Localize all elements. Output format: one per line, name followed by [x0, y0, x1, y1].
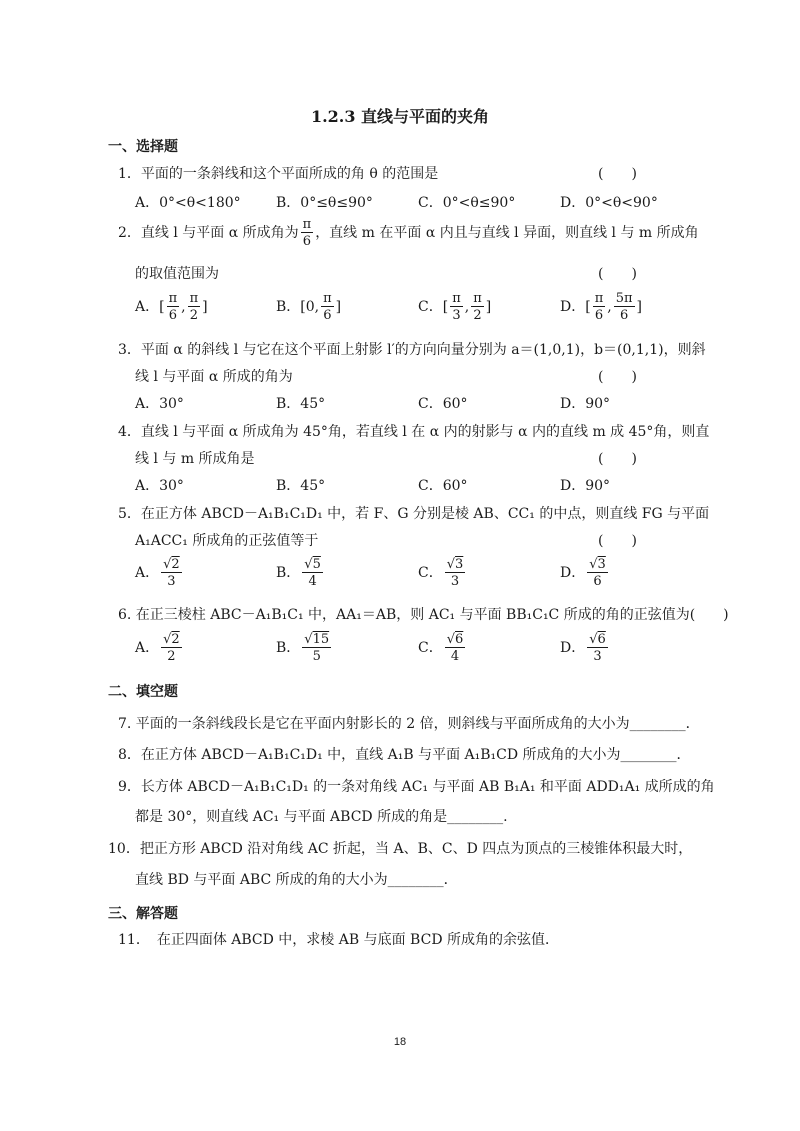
q2-b-n: π [323, 291, 332, 306]
q6-d-den: 3 [593, 649, 602, 664]
q2-b-label: B． [276, 299, 301, 315]
q2-c-frac2 [471, 292, 484, 322]
q5-b-frac [302, 558, 323, 588]
q2-c-n2: π [473, 291, 482, 306]
q6-option-c [418, 633, 467, 663]
q3-line2: 线 l 与平面 α 所成的角为 [135, 369, 293, 385]
q4-option-d: D．90° [560, 478, 611, 494]
q5-c-label: C． [418, 565, 443, 581]
q7: 7. 平面的一条斜线段长是它在平面内射影长的 2 倍，则斜线与平面所成角的大小为________． [118, 716, 700, 732]
q11: 11． 在正四面体 ABCD 中，求棱 AB 与底面 BCD 所成角的余弦值． [118, 932, 559, 948]
q5-c-den: 3 [450, 574, 460, 589]
q5-a-radicand: 2 [171, 557, 180, 572]
q1-stem: 1．平面的一条斜线和这个平面所成的角 θ 的范围是 [118, 166, 439, 182]
q6-option-a [135, 633, 184, 663]
q2-b-pre: [0, [300, 299, 320, 315]
q5-c-frac [445, 558, 466, 588]
q1-option-d: D．0°<θ<90° [560, 195, 658, 211]
q2-option-d: D．[ $\frac{\pi}{6}$ , $\frac{5\pi}{6}$ ] [560, 291, 642, 323]
q6-a-num: √2 [163, 632, 180, 647]
q6-a-den: 2 [167, 649, 176, 664]
q6-b-den: 5 [312, 649, 321, 664]
q5-option-c [418, 558, 467, 588]
q2-d-frac2 [614, 292, 635, 322]
q2-d-label: D． [560, 299, 586, 315]
q6-d-radicand: 6 [597, 632, 606, 647]
q6-b-num: √15 [304, 632, 330, 647]
page-title: 1.2.3 直线与平面的夹角 [310, 107, 490, 126]
q2-line2: 的取值范围为 [135, 266, 219, 282]
q2-a-d2: 2 [189, 308, 198, 323]
q6-a-radicand: 2 [171, 632, 180, 647]
q2-b-d: 6 [323, 308, 332, 323]
q6-a-label: A． [135, 640, 160, 656]
q2-c-n1: π [452, 291, 461, 306]
q2-a-frac1 [167, 292, 180, 322]
q3-option-d: D．90° [560, 396, 611, 412]
q4-line2: 线 l 与 m 所成角是 [135, 451, 255, 467]
q6-line1: 6. 在正三棱柱 ABC－A₁B₁C₁ 中，AA₁＝AB，则 AC₁ 与平面 BB₁C₁C 所成的角的正弦值为( ) [118, 607, 729, 623]
q10-line1: 10．把正方形 ABCD 沿对角线 AC 折起，当 A、B、C、D 四点为顶点的三棱锥体积最大时， [108, 841, 693, 857]
q4-option-a: A．30° [135, 478, 184, 494]
q2-d-d2: 6 [619, 308, 629, 323]
q5-b-den: 4 [308, 574, 317, 589]
q2-d-d1: 6 [594, 308, 604, 323]
q1-option-a: A．0°<θ<180° [135, 195, 241, 211]
q10-line2: 直线 BD 与平面 ABC 所成的角的大小为________． [135, 872, 458, 888]
q2-a-d1: 6 [168, 308, 177, 323]
q2-d-n1: π [594, 291, 604, 306]
q2-a-n1: π [168, 291, 178, 306]
q3-paren: ( ) [598, 369, 637, 385]
q2-stem-post: ，直线 m 在平面 α 内且与直线 l 异面，则直线 l 与 m 所成角 [315, 225, 699, 241]
q5-line2: A₁ACC₁ 所成角的正弦值等于 [135, 533, 319, 549]
q2-option-c: C．[ $\frac{\pi}{3}$ , $\frac{\pi}{2}$ ] [418, 291, 492, 323]
q2-c-frac1 [450, 292, 463, 322]
q4-option-c: C．60° [418, 478, 468, 494]
section-heading-fill: 二、填空题 [108, 684, 178, 700]
q6-a-frac [161, 633, 182, 663]
q3-line1: 3．平面 α 的斜线 l 与它在这个平面上射影 l′的方向向量分别为 a＝(1,0,1)，b＝(0,1,1)，则斜 [118, 342, 706, 358]
q2-c-d2: 2 [473, 308, 482, 323]
q5-d-frac [587, 558, 608, 588]
q1-option-c: C．0°<θ≤90° [418, 195, 516, 211]
q5-b-radicand: 5 [312, 557, 321, 572]
q2-option-a: A．[ $\frac{\pi}{6}$ , $\frac{\pi}{2}$ ] [135, 291, 208, 323]
q5-b-num: √5 [304, 557, 321, 572]
q6-c-label: C． [418, 640, 443, 656]
q2-b-frac [321, 292, 334, 322]
q5-d-num: √3 [589, 557, 606, 572]
q6-c-den: 4 [450, 649, 460, 664]
q2-c-d1: 3 [452, 308, 461, 323]
q5-c-num: √3 [446, 557, 464, 572]
q2-frac-num: π [302, 217, 312, 232]
q3-option-c: C．60° [418, 396, 468, 412]
q2-option-b: B．[0, $\frac{\pi}{6}$ ] [276, 291, 342, 323]
section-heading-choice: 一、选择题 [108, 139, 178, 155]
q6-c-frac [445, 633, 466, 663]
q6-b-label: B． [276, 640, 301, 656]
q8: 8．在正方体 ABCD－A₁B₁C₁D₁ 中，直线 A₁B 与平面 A₁B₁CD 所成角的大小为________． [118, 747, 691, 763]
q2-stem-pre: 2．直线 l 与平面 α 所成角为 [118, 225, 299, 241]
q2-fraction [301, 218, 314, 248]
q9-line2: 都是 30°，则直线 AC₁ 与平面 ABCD 所成的角是________. [135, 809, 508, 825]
q2-stem [118, 218, 699, 248]
q4-line1: 4．直线 l 与平面 α 所成角为 45°角，若直线 l 在 α 内的射影与 α 内的直线 m 成 45°角，则直 [118, 424, 710, 440]
q3-option-b: B．45° [276, 396, 326, 412]
q5-c-radicand: 3 [455, 557, 464, 572]
q4-option-b: B．45° [276, 478, 326, 494]
q6-c-num: √6 [446, 632, 464, 647]
q6-d-label: D． [560, 640, 586, 656]
q6-b-radicand: 15 [312, 632, 330, 647]
q2-d-frac1 [593, 292, 606, 322]
q2-frac-den: 6 [302, 234, 312, 249]
q5-option-b [276, 558, 325, 588]
q5-a-frac [161, 558, 182, 588]
q6-b-frac [302, 633, 331, 663]
q2-d-n2: 5π [615, 291, 633, 306]
q9-line1: 9．长方体 ABCD－A₁B₁C₁D₁ 的一条对角线 AC₁ 与平面 AB B₁A₁ 和平面 ADD₁A₁ 成所成的角 [118, 779, 715, 795]
q5-option-d [560, 558, 610, 588]
q5-a-label: A． [135, 565, 160, 581]
section-heading-answer: 三、解答题 [108, 906, 178, 922]
q2-a-frac2 [188, 292, 201, 322]
q2-a-label: A． [135, 299, 160, 315]
q6-d-num: √6 [589, 632, 606, 647]
q5-d-radicand: 3 [597, 557, 606, 572]
q2-paren: ( ) [598, 266, 637, 282]
q3-option-a: A．30° [135, 396, 184, 412]
q6-option-d [560, 633, 610, 663]
q5-a-num: √2 [163, 557, 180, 572]
q5-line1: 5．在正方体 ABCD－A₁B₁C₁D₁ 中，若 F、G 分别是棱 AB、CC₁ 的中点，则直线 FG 与平面 [118, 506, 710, 522]
q5-d-label: D． [560, 565, 586, 581]
q6-d-frac [587, 633, 608, 663]
q2-a-n2: π [189, 291, 199, 306]
q1-option-b: B．0°≤θ≤90° [276, 195, 373, 211]
q1-paren: ( ) [598, 166, 637, 182]
q5-option-a [135, 558, 184, 588]
q2-c-label: C． [418, 299, 443, 315]
q5-a-den: 3 [167, 574, 176, 589]
q6-option-b [276, 633, 333, 663]
q4-paren: ( ) [598, 451, 637, 467]
q5-d-den: 6 [593, 574, 602, 589]
page-number: 18 [393, 1036, 407, 1048]
q5-b-label: B． [276, 565, 301, 581]
q5-paren: ( ) [598, 533, 637, 549]
q6-c-radicand: 6 [455, 632, 464, 647]
